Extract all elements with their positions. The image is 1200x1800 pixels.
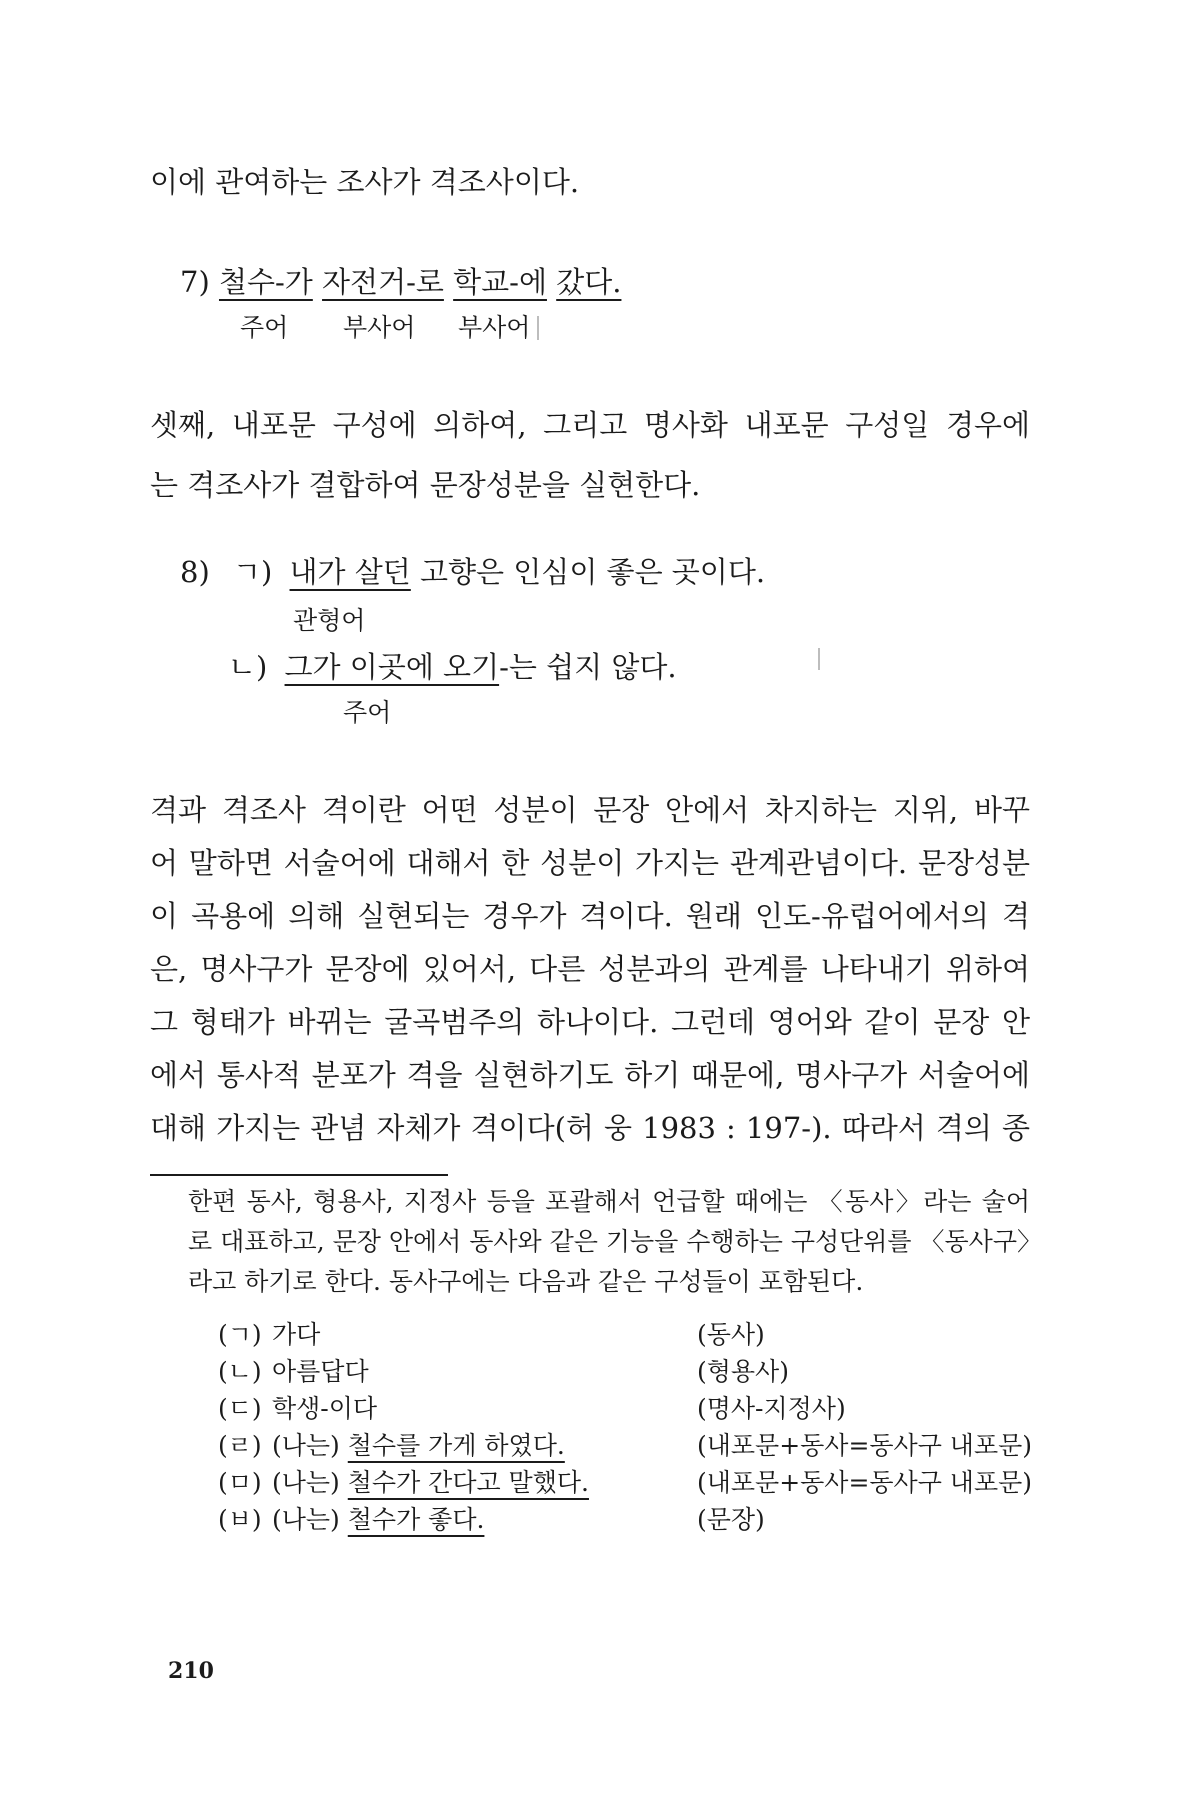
- paragraph-3-line: 에서 통사적 분포가 격을 실현하기도 하기 때문에, 명사구가 서술어에: [150, 1058, 1030, 1092]
- footnote-example-type: (문장): [697, 1505, 765, 1534]
- example-8a-label: 관형어: [293, 606, 366, 635]
- footnote-line: 로 대표하고, 문장 안에서 동사와 같은 기능을 수행하는 구성단위를 〈동사구〉: [188, 1227, 1042, 1256]
- footnote-example-underlined: 철수가 좋다.: [347, 1505, 485, 1534]
- footnote-rule: [150, 1174, 448, 1176]
- example-7-word: 자전거-로: [322, 265, 444, 299]
- example-7-number: 7): [180, 265, 210, 299]
- footnote-example-text: 가다: [272, 1320, 321, 1349]
- footnote-example-sentence: [272, 1503, 484, 1537]
- example-8a-marker: ㄱ): [232, 555, 273, 589]
- footnote-example-pre: (나는): [272, 1468, 348, 1497]
- example-7-label: 주어: [240, 313, 289, 342]
- footnote-example-sentence: [272, 1429, 565, 1463]
- footnote-example-type: (형용사): [697, 1357, 789, 1386]
- example-8b-sentence: [228, 647, 677, 687]
- paragraph-2-line: 셋째, 내포문 구성에 의하여, 그리고 명사화 내포문 구성일 경우에: [150, 408, 1030, 442]
- example-8b-label: 주어: [343, 698, 392, 727]
- footnote-example-type: (명사-지정사): [697, 1394, 846, 1423]
- example-8a-underlined: 내가 살던: [289, 555, 411, 589]
- footnote-line: 한편 동사, 형용사, 지정사 등을 포괄해서 언급할 때에는 〈동사〉라는 술어: [188, 1187, 1030, 1216]
- example-8a-rest: 고향은 인심이 좋은 곳이다.: [410, 555, 766, 589]
- footnote-example-text: 학생-이다: [272, 1394, 378, 1423]
- paragraph-3-line: 대해 가지는 관념 자체가 격이다(허 웅 1983 : 197-). 따라서 격의 종: [150, 1111, 1030, 1145]
- footnote-example-text: 아름답다: [272, 1357, 369, 1386]
- footnote-line: 라고 하기로 한다. 동사구에는 다음과 같은 구성들이 포함된다.: [188, 1267, 864, 1296]
- example-7-sentence: [180, 262, 621, 302]
- footnote-example-type: (내포문+동사=동사구 내포문): [697, 1431, 1032, 1460]
- footnote-example-underlined: 철수를 가게 하였다.: [347, 1431, 565, 1460]
- footnote-example-marker: (ㄹ): [218, 1431, 262, 1460]
- paragraph-3-line: 격과 격조사 격이란 어떤 성분이 문장 안에서 차지하는 지위, 바꾸: [150, 793, 1030, 827]
- paragraph-3-line: 이 곡용에 의해 실현되는 경우가 격이다. 원래 인도-유럽어에서의 격: [150, 899, 1030, 933]
- footnote-example-marker: (ㄱ): [218, 1320, 262, 1349]
- footnote-example-pre: (나는): [272, 1431, 348, 1460]
- example-8a-sentence: [180, 552, 765, 592]
- footnote-example-underlined: 철수가 간다고 말했다.: [347, 1468, 589, 1497]
- paragraph-3-line: 그 형태가 바뀌는 굴곡범주의 하나이다. 그런데 영어와 같이 문장 안: [150, 1005, 1030, 1039]
- paragraph-3-line: 은, 명사구가 문장에 있어서, 다른 성분과의 관계를 나타내기 위하여: [150, 952, 1030, 986]
- footnote-example-sentence: [272, 1466, 589, 1500]
- scan-artifact: [818, 648, 820, 670]
- example-7-word: 학교-에: [453, 265, 547, 299]
- footnote-example-type: (내포문+동사=동사구 내포문): [697, 1468, 1032, 1497]
- example-7-word: 갔다.: [556, 265, 622, 299]
- example-8-number: 8): [180, 555, 210, 589]
- example-8b-rest: -는 쉽지 않다.: [499, 650, 677, 684]
- footnote-example-pre: (나는): [272, 1505, 348, 1534]
- example-8b-marker: ㄴ): [228, 650, 268, 684]
- paragraph-2-line: 는 격조사가 결합하여 문장성분을 실현한다.: [150, 468, 701, 502]
- example-7-label: 부사어: [458, 313, 531, 342]
- scan-artifact: [537, 316, 539, 340]
- example-7-label: 부사어: [343, 313, 416, 342]
- intro-line: 이에 관여하는 조사가 격조사이다.: [150, 165, 580, 199]
- footnote-example-type: (동사): [697, 1320, 765, 1349]
- footnote-example-marker: (ㅁ): [218, 1468, 262, 1497]
- example-7-word: 철수-가: [218, 265, 313, 299]
- footnote-example-marker: (ㅂ): [218, 1505, 262, 1534]
- paragraph-3-line: 어 말하면 서술어에 대해서 한 성분이 가지는 관계관념이다. 문장성분: [150, 846, 1030, 880]
- footnote-example-marker: (ㄴ): [218, 1357, 262, 1386]
- page-number: 210: [168, 1658, 214, 1684]
- example-8b-underlined: 그가 이곳에 오기: [284, 650, 500, 684]
- footnote-example-marker: (ㄷ): [218, 1394, 262, 1423]
